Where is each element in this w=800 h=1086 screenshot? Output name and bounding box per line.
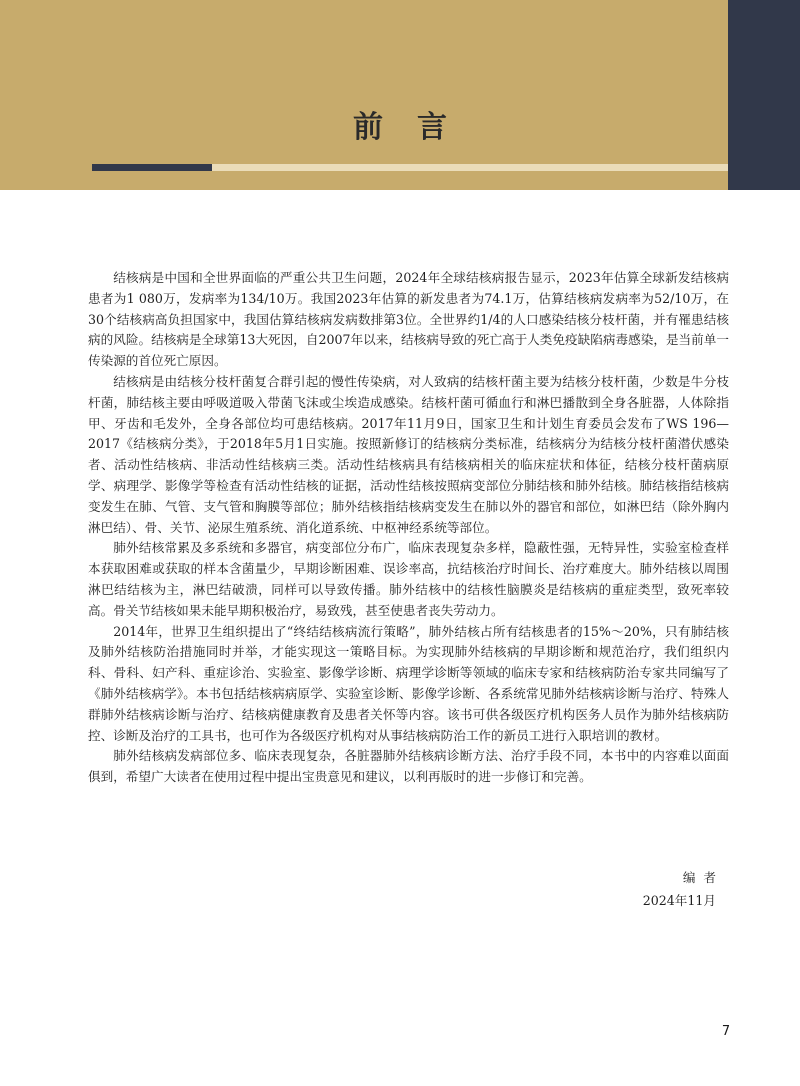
page-title: 前言 — [353, 110, 481, 145]
title-rule-light — [212, 164, 728, 171]
paragraph-3: 肺外结核常累及多系统和多器官，病变部位分布广，临床表现复杂多样，隐蔽性强，无特异性，实验室检查样本获取困难或获取的样本含菌量少，早期诊断困难、误诊率高，抗结核治疗时间长、治疗难度大。肺外结核以周围淋巴结结核为主，淋巴结破溃，同样可以导致传播。肺外结核中的结核性脑膜炎是结核病的重症类型，致死率较高。骨关节结核如果未能早期积极治疗，易致残，甚至使患者丧失劳动力。 — [88, 540, 729, 618]
header-corner-block — [728, 0, 800, 190]
paragraph-4: 2014年，世界卫生组织提出了“终结结核病流行策略”，肺外结核占所有结核患者的15%～20%，只有肺结核及肺外结核防治措施同时并举，才能实现这一策略目标。为实现肺外结核病的早期诊断和规范治疗，我们组织内科、骨科、妇产科、重症诊治、实验室、影像学诊断、病理学诊断等领域的临床专家和结核病防治专家共同编写了《肺外结核病学》。本书包括结核病病原学、实验室诊断、影像学诊断、各系统常见肺外结核病诊断与治疗、特殊人群肺外结核病诊断与治疗、结核病健康教育及患者关怀等内容。该书可供各级医疗机构医务人员作为肺外结核病防控、诊断及治疗的工具书，也可作为各级医疗机构对从事结核病防治工作的新员工进行入职培训的教材。 — [88, 623, 729, 743]
title-rule-dark — [92, 164, 212, 171]
paragraph-2: 结核病是由结核分枝杆菌复合群引起的慢性传染病，对人致病的结核杆菌主要为结核分枝杆菌，少数是牛分枝杆菌，肺结核主要由呼吸道吸入带菌飞沫或尘埃造成感染。结核杆菌可循血行和淋巴播散到全身各脏器，人体除指甲、牙齿和毛发外，全身各部位均可患结核病。2017年11月9日，国家卫生和计划生育委员会发布了WS 196—2017《结核病分类》，于2018年5月1日实施。按照新修订的结核病分类标准，结核病分为结核分枝杆菌潜伏感染者、活动性结核病、非活动性结核病三类。活动性结核病具有结核病相关的临床症状和体征，结核分枝杆菌病原学、病理学、影像学等检查有活动性结核的证据，活动性结核按照病变部位分肺结核和肺外结核。肺结核指结核病变发生在肺、气管、支气管和胸膜等部位；肺外结核指结核病变发生在肺以外的器官和部位，如淋巴结（除外胸内淋巴结）、骨、关节、泌尿生殖系统、消化道系统、中枢神经系统等部位。 — [88, 373, 729, 535]
header-band — [0, 0, 728, 190]
signature-block — [642, 866, 724, 912]
page-number: 7 — [721, 1024, 731, 1039]
signature-date: 2024年11月 — [642, 893, 716, 908]
author-signature: 编者 — [682, 870, 724, 885]
paragraph-1: 结核病是中国和全世界面临的严重公共卫生问题，2024年全球结核病报告显示，2023年估算全球新发结核病患者为1 080万，发病率为134/10万。我国2023年估算的新发患者为74.1万，估算结核病发病率为52/10万，在30个结核病高负担国家中，我国估算结核病发病数排第3位。全世界约1/4的人口感染结核分枝杆菌，并有罹患结核病的风险。结核病是全球第13大死因，自2007年以来，结核病导致的死亡高于人类免疫缺陷病毒感染，是当前单一传染源的首位死亡原因。 — [88, 270, 729, 369]
paragraph-5: 肺外结核病发病部位多、临床表现复杂，各脏器肺外结核病诊断方法、治疗手段不同，本书中的内容难以面面俱到，希望广大读者在使用过程中提出宝贵意见和建议，以利再版时的进一步修订和完善。 — [88, 748, 729, 785]
preface-body — [88, 268, 729, 788]
